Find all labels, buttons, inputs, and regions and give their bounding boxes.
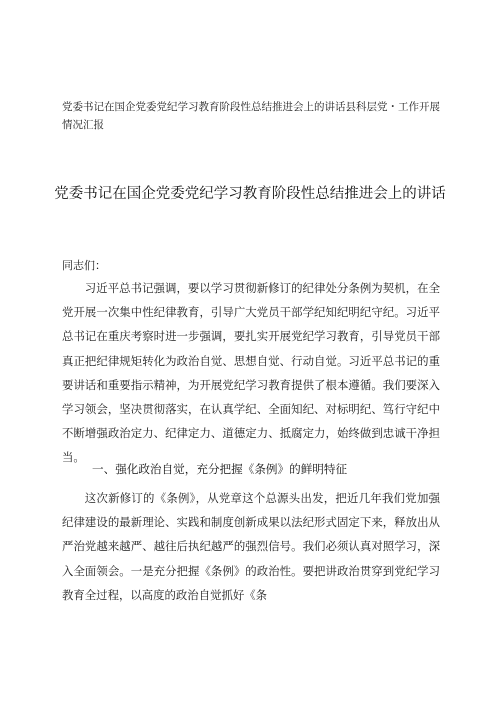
section-heading: 一、强化政治自觉，充分把握《条例》的鲜明特征 [92, 462, 348, 476]
document-header: 党委书记在国企党委党纪学习教育阶段性总结推进会上的讲话县科层党・工作开展情况汇报 [62, 101, 440, 131]
salutation: 同志们： [62, 259, 106, 272]
document-title: 党委书记在国企党委党纪学习教育阶段性总结推进会上的讲话 [54, 186, 446, 202]
body-paragraph: 这次新修订的《条例》，从党章这个总源头出发，把近几年我们党加强纪律建设的最新理论、实践和制度创新成果以法纪形式固定下来，释放出从严治党越来越严、越往后执纪越严的强烈信号。我们必须认真对照学习，深入全面领会。一是充分把握《条例》的政治性。要把讲政治贯穿到党纪学习教育全过程，以高度的政治自觉抓好《条 [62, 491, 440, 602]
body-paragraph: 习近平总书记强调，要以学习贯彻新修订的纪律处分条例为契机，在全党开展一次集中性纪律教育，引导广大党员干部学纪知纪明纪守纪。习近平总书记在重庆考察时进一步强调，要扎实开展党纪学习教育，引导党员干部真正把纪律规矩转化为政治自觉、思想自觉、行动自觉。习近平总书记的重要讲话和重要指示精神，为开展党纪学习教育提供了根本遵循。我们要深入学习领会，坚决贯彻落实，在认真学纪、全面知纪、对标明纪、笃行守纪中不断增强政治定力、纪律定力、道德定力、抵腐定力，始终做到忠诚干净担当。 [62, 281, 440, 465]
